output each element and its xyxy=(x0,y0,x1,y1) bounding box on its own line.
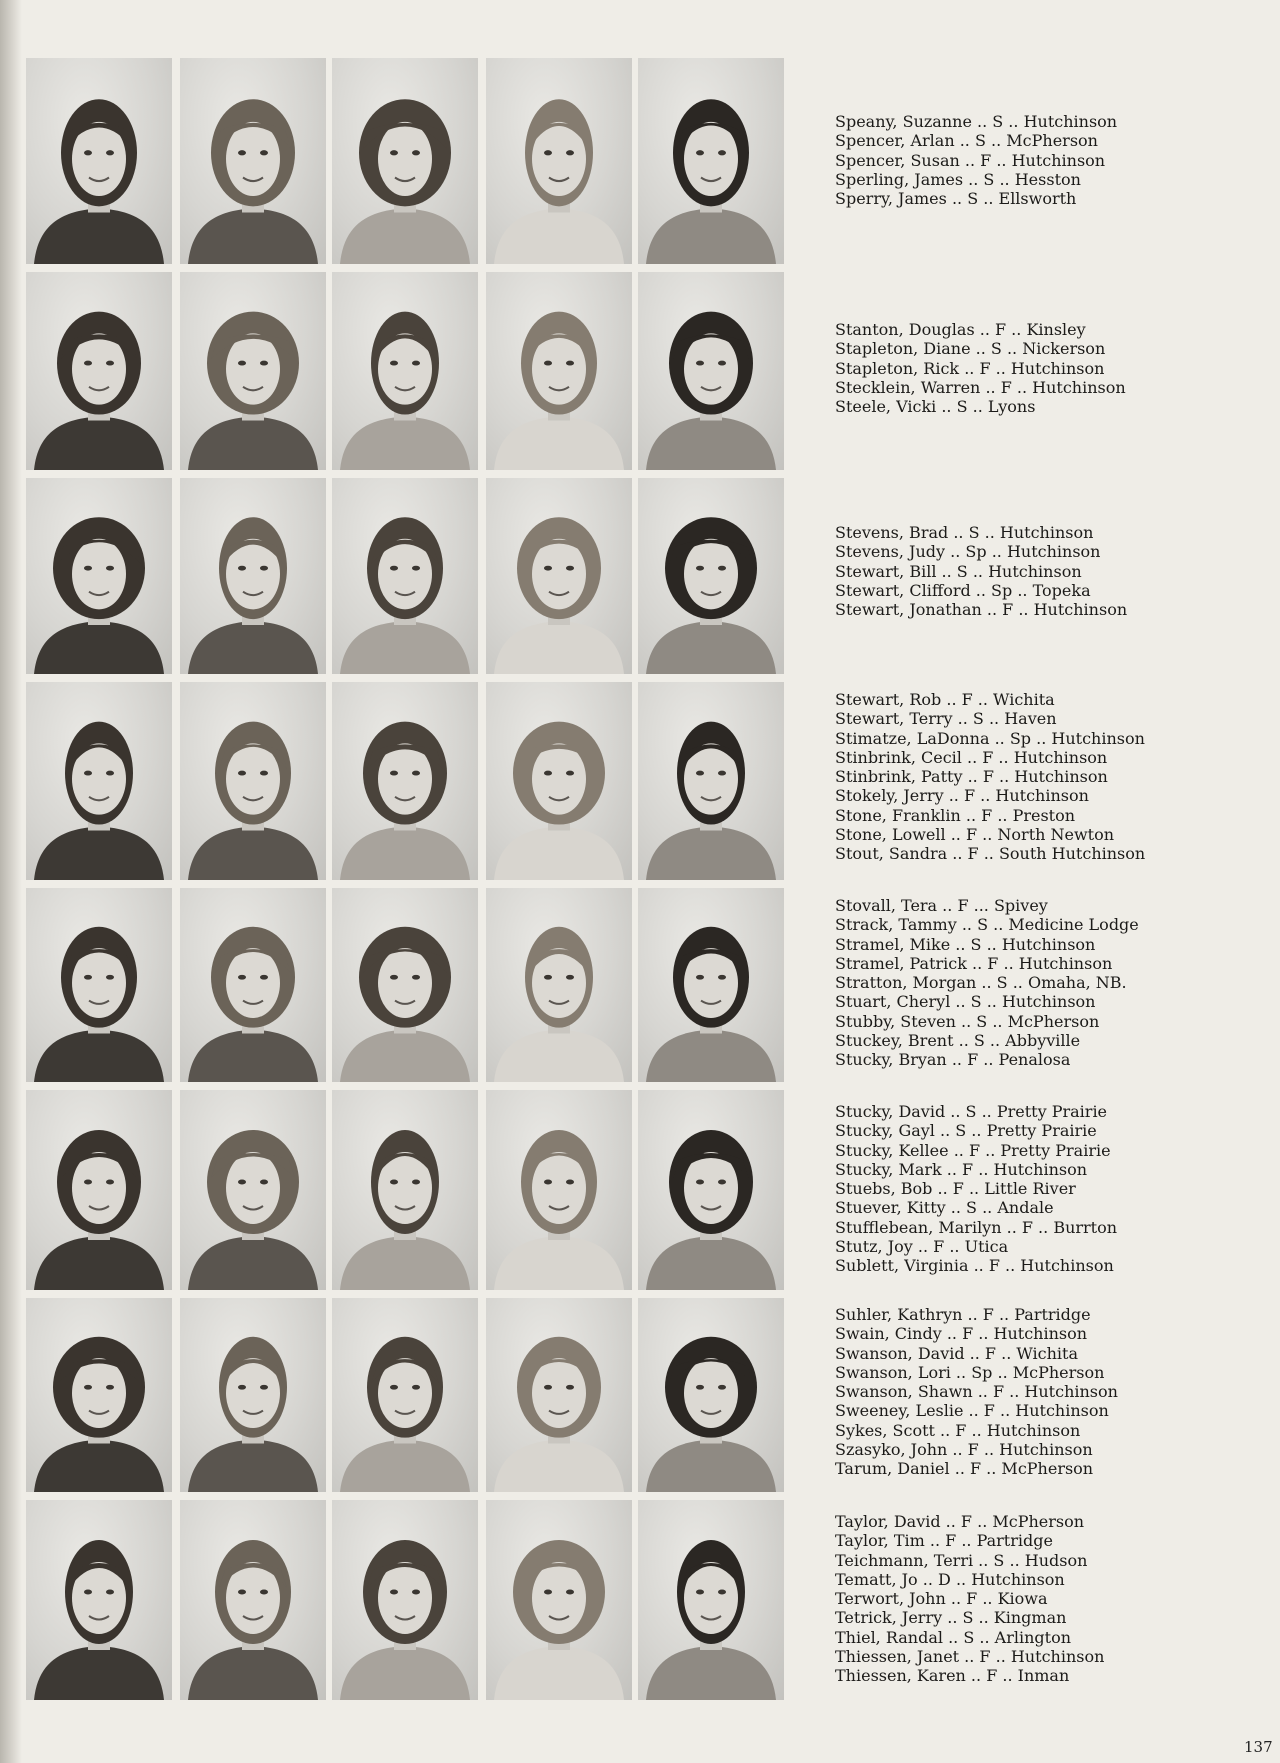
name-list xyxy=(835,690,1255,864)
student-name-entry: Stuebs, Bob .. F .. Little River xyxy=(835,1179,1076,1199)
student-portrait xyxy=(26,1298,172,1492)
student-name-entry: Stuart, Cheryl .. S .. Hutchinson xyxy=(835,992,1096,1012)
student-name-entry: Stucky, Kellee .. F .. Pretty Prairie xyxy=(835,1140,1111,1160)
student-portrait xyxy=(180,58,326,264)
student-name-entry: Stuever, Kitty .. S .. Andale xyxy=(835,1198,1054,1218)
student-name-entry: Tarum, Daniel .. F .. McPherson xyxy=(835,1459,1094,1479)
student-portrait xyxy=(180,1500,326,1700)
student-name-entry: Swanson, David .. F .. Wichita xyxy=(835,1343,1079,1363)
student-name-entry: Spencer, Arlan .. S .. McPherson xyxy=(835,131,1098,151)
student-name-entry: Stucky, Bryan .. F .. Penalosa xyxy=(835,1050,1071,1070)
student-portrait xyxy=(486,272,632,470)
student-name-entry: Stewart, Rob .. F .. Wichita xyxy=(835,690,1055,709)
student-name-entry: Szasyko, John .. F .. Hutchinson xyxy=(835,1440,1093,1460)
student-portrait xyxy=(26,1090,172,1290)
student-name-entry: Stewart, Bill .. S .. Hutchinson xyxy=(835,561,1082,581)
student-name-entry: Stucky, David .. S .. Pretty Prairie xyxy=(835,1102,1108,1121)
student-name-entry: Stucky, Mark .. F .. Hutchinson xyxy=(835,1159,1088,1179)
student-portrait xyxy=(486,1298,632,1492)
student-name-entry: Terwort, John .. F .. Kiowa xyxy=(835,1589,1048,1609)
student-name-entry: Sperry, James .. S .. Ellsworth xyxy=(835,189,1077,209)
student-portrait xyxy=(638,1090,784,1290)
student-name-entry: Thiessen, Janet .. F .. Hutchinson xyxy=(835,1647,1105,1667)
student-name-entry: Teichmann, Terri .. S .. Hudson xyxy=(835,1550,1088,1570)
student-portrait xyxy=(638,478,784,674)
student-portrait xyxy=(26,272,172,470)
student-portrait xyxy=(180,272,326,470)
student-portrait xyxy=(180,888,326,1082)
student-name-entry: Stevens, Judy .. Sp .. Hutchinson xyxy=(835,542,1101,562)
name-list xyxy=(835,1305,1255,1479)
student-name-entry: Speany, Suzanne .. S .. Hutchinson xyxy=(835,112,1118,131)
student-name-entry: Stewart, Clifford .. Sp .. Topeka xyxy=(835,580,1091,600)
student-name-entry: Suhler, Kathryn .. F .. Partridge xyxy=(835,1305,1091,1324)
page-gutter xyxy=(0,0,22,1763)
student-name-entry: Steele, Vicki .. S .. Lyons xyxy=(835,397,1036,417)
student-name-entry: Stramel, Mike .. S .. Hutchinson xyxy=(835,934,1096,954)
student-name-entry: Stone, Lowell .. F .. North Newton xyxy=(835,825,1115,845)
student-portrait xyxy=(26,682,172,880)
student-portrait xyxy=(638,888,784,1082)
student-name-entry: Stimatze, LaDonna .. Sp .. Hutchinson xyxy=(835,728,1145,748)
student-portrait xyxy=(332,1298,478,1492)
student-name-entry: Stewart, Jonathan .. F .. Hutchinson xyxy=(835,600,1128,620)
student-name-entry: Sweeney, Leslie .. F .. Hutchinson xyxy=(835,1401,1109,1421)
student-name-entry: Stubby, Steven .. S .. McPherson xyxy=(835,1011,1100,1031)
page-number: 137 xyxy=(1244,1738,1273,1756)
student-name-entry: Stokely, Jerry .. F .. Hutchinson xyxy=(835,786,1089,806)
student-portrait xyxy=(26,888,172,1082)
student-portrait xyxy=(486,888,632,1082)
student-name-entry: Tetrick, Jerry .. S .. Kingman xyxy=(835,1608,1067,1628)
student-portrait xyxy=(638,1298,784,1492)
student-name-entry: Sykes, Scott .. F .. Hutchinson xyxy=(835,1420,1081,1440)
student-portrait xyxy=(486,1090,632,1290)
student-name-entry: Swanson, Lori .. Sp .. McPherson xyxy=(835,1362,1105,1382)
student-name-entry: Taylor, Tim .. F .. Partridge xyxy=(835,1531,1053,1551)
student-portrait xyxy=(26,58,172,264)
student-name-entry: Stone, Franklin .. F .. Preston xyxy=(835,805,1076,825)
student-portrait xyxy=(26,478,172,674)
student-portrait xyxy=(486,682,632,880)
student-name-entry: Stecklein, Warren .. F .. Hutchinson xyxy=(835,377,1126,397)
student-name-entry: Thiel, Randal .. S .. Arlington xyxy=(835,1627,1072,1647)
student-name-entry: Stinbrink, Patty .. F .. Hutchinson xyxy=(835,767,1108,787)
name-list xyxy=(835,1512,1255,1686)
student-portrait xyxy=(180,478,326,674)
student-portrait xyxy=(638,272,784,470)
student-name-entry: Stinbrink, Cecil .. F .. Hutchinson xyxy=(835,747,1108,767)
student-portrait xyxy=(332,1500,478,1700)
student-name-entry: Thiessen, Karen .. F .. Inman xyxy=(835,1666,1070,1686)
student-name-entry: Stapleton, Diane .. S .. Nickerson xyxy=(835,339,1106,359)
student-portrait xyxy=(332,682,478,880)
name-list xyxy=(835,112,1255,208)
name-list xyxy=(835,523,1255,619)
student-portrait xyxy=(332,58,478,264)
student-name-entry: Stratton, Morgan .. S .. Omaha, NB. xyxy=(835,973,1127,993)
student-name-entry: Stuckey, Brent .. S .. Abbyville xyxy=(835,1031,1081,1051)
student-portrait xyxy=(638,1500,784,1700)
student-name-entry: Sperling, James .. S .. Hesston xyxy=(835,169,1081,189)
student-portrait xyxy=(486,1500,632,1700)
name-list xyxy=(835,1102,1255,1276)
student-portrait xyxy=(486,478,632,674)
student-name-entry: Sublett, Virginia .. F .. Hutchinson xyxy=(835,1256,1114,1276)
student-name-entry: Stufflebean, Marilyn .. F .. Burrton xyxy=(835,1217,1118,1237)
student-name-entry: Stout, Sandra .. F .. South Hutchinson xyxy=(835,844,1146,864)
student-portrait xyxy=(26,1500,172,1700)
student-name-entry: Taylor, David .. F .. McPherson xyxy=(835,1512,1085,1531)
student-portrait xyxy=(332,888,478,1082)
student-portrait xyxy=(638,58,784,264)
student-name-entry: Swanson, Shawn .. F .. Hutchinson xyxy=(835,1382,1118,1402)
student-name-entry: Tematt, Jo .. D .. Hutchinson xyxy=(835,1569,1065,1589)
student-portrait xyxy=(180,682,326,880)
student-name-entry: Stewart, Terry .. S .. Haven xyxy=(835,709,1057,729)
student-name-entry: Stapleton, Rick .. F .. Hutchinson xyxy=(835,358,1105,378)
student-portrait xyxy=(332,478,478,674)
student-name-entry: Spencer, Susan .. F .. Hutchinson xyxy=(835,150,1106,170)
student-name-entry: Swain, Cindy .. F .. Hutchinson xyxy=(835,1324,1088,1344)
student-name-entry: Stucky, Gayl .. S .. Pretty Prairie xyxy=(835,1121,1097,1141)
name-list xyxy=(835,896,1255,1070)
student-name-entry: Stevens, Brad .. S .. Hutchinson xyxy=(835,523,1094,542)
student-portrait xyxy=(332,272,478,470)
student-portrait xyxy=(332,1090,478,1290)
student-name-entry: Stovall, Tera .. F ... Spivey xyxy=(835,896,1048,915)
student-portrait xyxy=(180,1090,326,1290)
student-portrait xyxy=(486,58,632,264)
student-portrait xyxy=(638,682,784,880)
student-name-entry: Stutz, Joy .. F .. Utica xyxy=(835,1237,1009,1257)
student-name-entry: Stramel, Patrick .. F .. Hutchinson xyxy=(835,953,1113,973)
student-name-entry: Strack, Tammy .. S .. Medicine Lodge xyxy=(835,915,1139,935)
name-list xyxy=(835,320,1255,416)
student-portrait xyxy=(180,1298,326,1492)
student-name-entry: Stanton, Douglas .. F .. Kinsley xyxy=(835,320,1086,339)
